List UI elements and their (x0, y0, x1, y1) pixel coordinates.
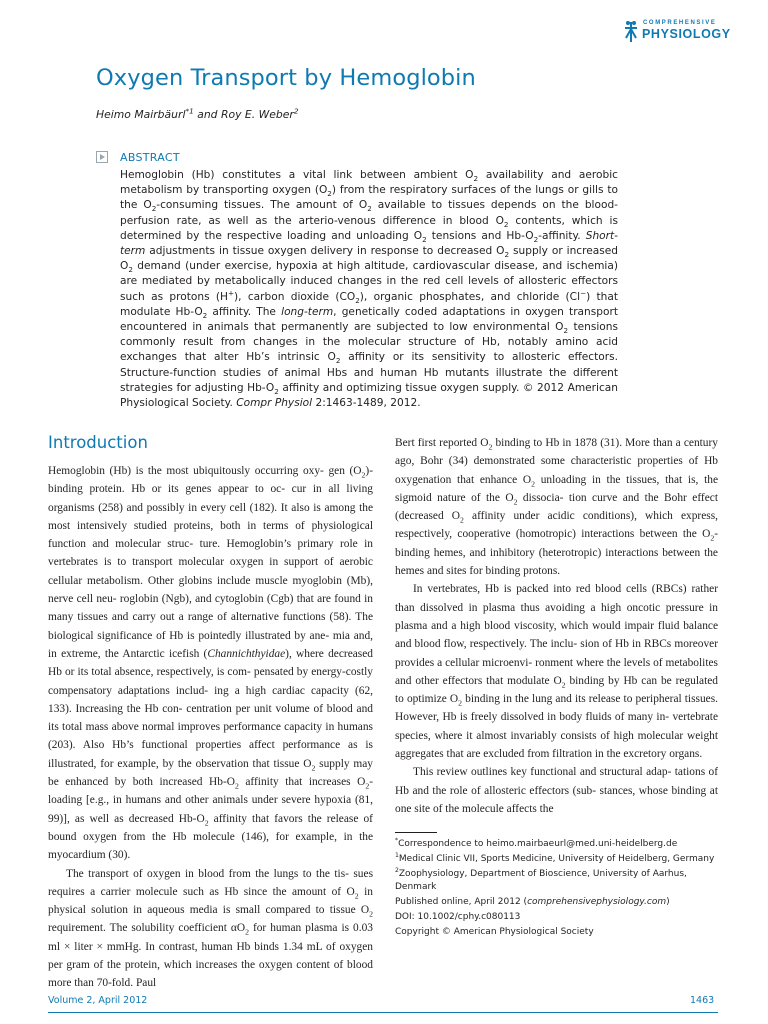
abstract-heading: ABSTRACT (120, 151, 180, 164)
journal-logo (624, 20, 754, 44)
footer-volume: Volume 2, April 2012 (48, 995, 148, 1006)
logo-text-bottom: PHYSIOLOGY (642, 27, 731, 41)
play-box-icon (96, 151, 108, 163)
paragraph: The transport of oxygen in blood from the lungs to the tis- sues requires a carrier molecule such as Hb since the amount of $O_2$ in physical solution in aqueous media is small compared to tissue $O_2$ requirement. The solubility coefficient $\alpha O_2$ for human plasma is 0.03 ml × liter × mmHg. In contrast, human Hb binds 1.34 mL of oxygen per gram of the protein, which increases the oxygen content of blood more than 70-fold. Paul (48, 867, 373, 990)
footer-divider (48, 1012, 718, 1013)
footnote-affiliation-1: $^1$Medical Clinic VII, Sports Medicine, University of Heidelberg, Germany (395, 852, 715, 865)
paragraph: In vertebrates, Hb is packed into red blood cells (RBCs) rather than dissolved in plasma thus avoiding a high oncotic pressure in plasma and a high blood viscosity, which would impair fluid balance and blood flow, respectively. The inclu- sion of Hb in RBCs moreover provides a cellular microenvi- ronment where the levels of metabolites and other effectors that modulate $O_2$ binding by Hb can be regulated to optimize $O_2$ binding in the lung and its release to peripheral tissues. However, Hb is freely dissolved in body fluids of many in- vertebrate species, where it almost invariably consists of high molecular weight aggregates that are excluded from filtration in the excretory organs. (395, 583, 718, 761)
footnote-affiliation-2: $^2$Zoophysiology, Department of Bioscience, University of Aarhus, Denmark (395, 867, 687, 892)
paragraph: This review outlines key functional and structural adap- tations of Hb and the role of allosteric effectors (sub- stances, whose binding at one site of the molecule affects the (395, 766, 718, 815)
footnote-correspondence: *Correspondence to heimo.mairbaeurl@med.uni-heidelberg.de (395, 837, 678, 849)
section-heading-introduction: Introduction (48, 433, 148, 452)
left-column (48, 462, 373, 993)
logo-text-top: COMPREHENSIVE (643, 20, 717, 26)
footnote-copyright: Copyright © American Physiological Society (395, 927, 594, 938)
abstract-text: Hemoglobin (Hb) constitutes a vital link between ambient $O_2$ availability and aerobic metabolism by transporting oxygen $(O_2)$ from the respiratory surfaces of the lungs or gills to the $O_2$-consuming tissues. The amount of $O_2$ available to tissues depends on the blood-perfusion rate, as well as the arterio-venous difference in blood $O_2$ contents, which is determined by the respective loading and unloading $O_2$ tensions and $Hb-O_2$-affinity. Short-term adjustments in tissue oxygen delivery in response to decreased $O_2$ supply or increased $O_2$ demand (under exercise, hypoxia at high altitude, cardiovascular disease, and ischemia) are mediated by metabolically induced changes in the red cell levels of allosteric effectors such as protons (H+), carbon dioxide $(CO_2)$, organic phosphates, and chloride (Cl−) that modulate $Hb-O_2$ affinity. The long-term, genetically coded adaptations in oxygen transport encountered in animals that permanently are subjected to low environmental $O_2$ tensions commonly result from changes in the molecular structure of Hb, notably amino acid exchanges that alter Hb’s intrinsic $O_2$ affinity or its sensitivity to allosteric effectors. Structure-function studies of animal Hbs and human Hb mutants illustrate the different strategies for adjusting $Hb-O_2$ affinity and optimizing tissue oxygen supply. © 2012 American Physiological Society. Compr Physiol 2:1463-1489, 2012. (120, 169, 619, 410)
footer-page-number: 1463 (690, 995, 715, 1006)
article-title: Oxygen Transport by Hemoglobin (96, 65, 476, 91)
footnote-divider (395, 832, 437, 833)
article-authors: Heimo Mairbäurl$^{*1}$ and Roy E. Weber$^2$ (96, 106, 299, 121)
paragraph: Bert first reported $O_2$ binding to Hb in 1878 (31). More than a century ago, Bohr (34) demonstrated some characteristic properties of Hb oxygenation that enhance $O_2$ unloading in the tissues, that is, the sigmoid nature of the $O_2$ dissocia- tion curve and the Bohr effect (decreased $O_2$ affinity under acidic conditions), which express, respectively, cooperative (homotropic) interactions between the $O_2$-binding hemes, and inhibitory (heterotropic) interactions between the hemes and sites for binding protons. (395, 437, 719, 578)
physiology-logo-icon (624, 20, 638, 42)
paragraph: Hemoglobin (Hb) is the most ubiquitously occurring oxy- gen $(O_2)$-binding protein. Hb or its genes appear to oc- cur in all living organisms (258) and possibly in every cell (182). It also is among the most intensively studied proteins, both in terms of physiological function and molecular struc- ture. Hemoglobin’s primary role in vertebrates is to transport molecular oxygen in support of aerobic cellular metabolism. Other globins include muscle myoglobin (Mb), nerve cell neu- roglobin (Ngb), and cytoglobin (Cgb) that are found in many tissues and carry out a range of alternative functions (58). The biological significance of Hb is pointedly illustrated by ane- mia and, in extreme, the Antarctic icefish (Channichthyidae), where decreased Hb or its total absence, respectively, is com- pensated by energy-costly compensatory adaptations includ- ing a high cardiac capacity (62, 133). Increasing the Hb con- centration per unit volume of blood and its total mass above normal improves performance capacity in humans (203). Also Hb’s functional properties affect performance as is illustrated, for example, by the observation that tissue $O_2$ supply may be enhanced by both increased $Hb-O_2$ affinity that increases $O_2$-loading [e.g., in humans and other animals under severe hypoxia (81, 99)], as well as decreased $Hb-O_2$ affinity that favors the release of bound oxygen from the Hb molecule (146), for example, in the myocardium (30). (48, 465, 373, 862)
footnotes (395, 838, 718, 941)
footnote-doi: DOI: 10.1002/cphy.c080113 (395, 912, 521, 923)
footnote-published: Published online, April 2012 (comprehensivephysiology.com) (395, 896, 670, 907)
right-column (395, 434, 718, 818)
